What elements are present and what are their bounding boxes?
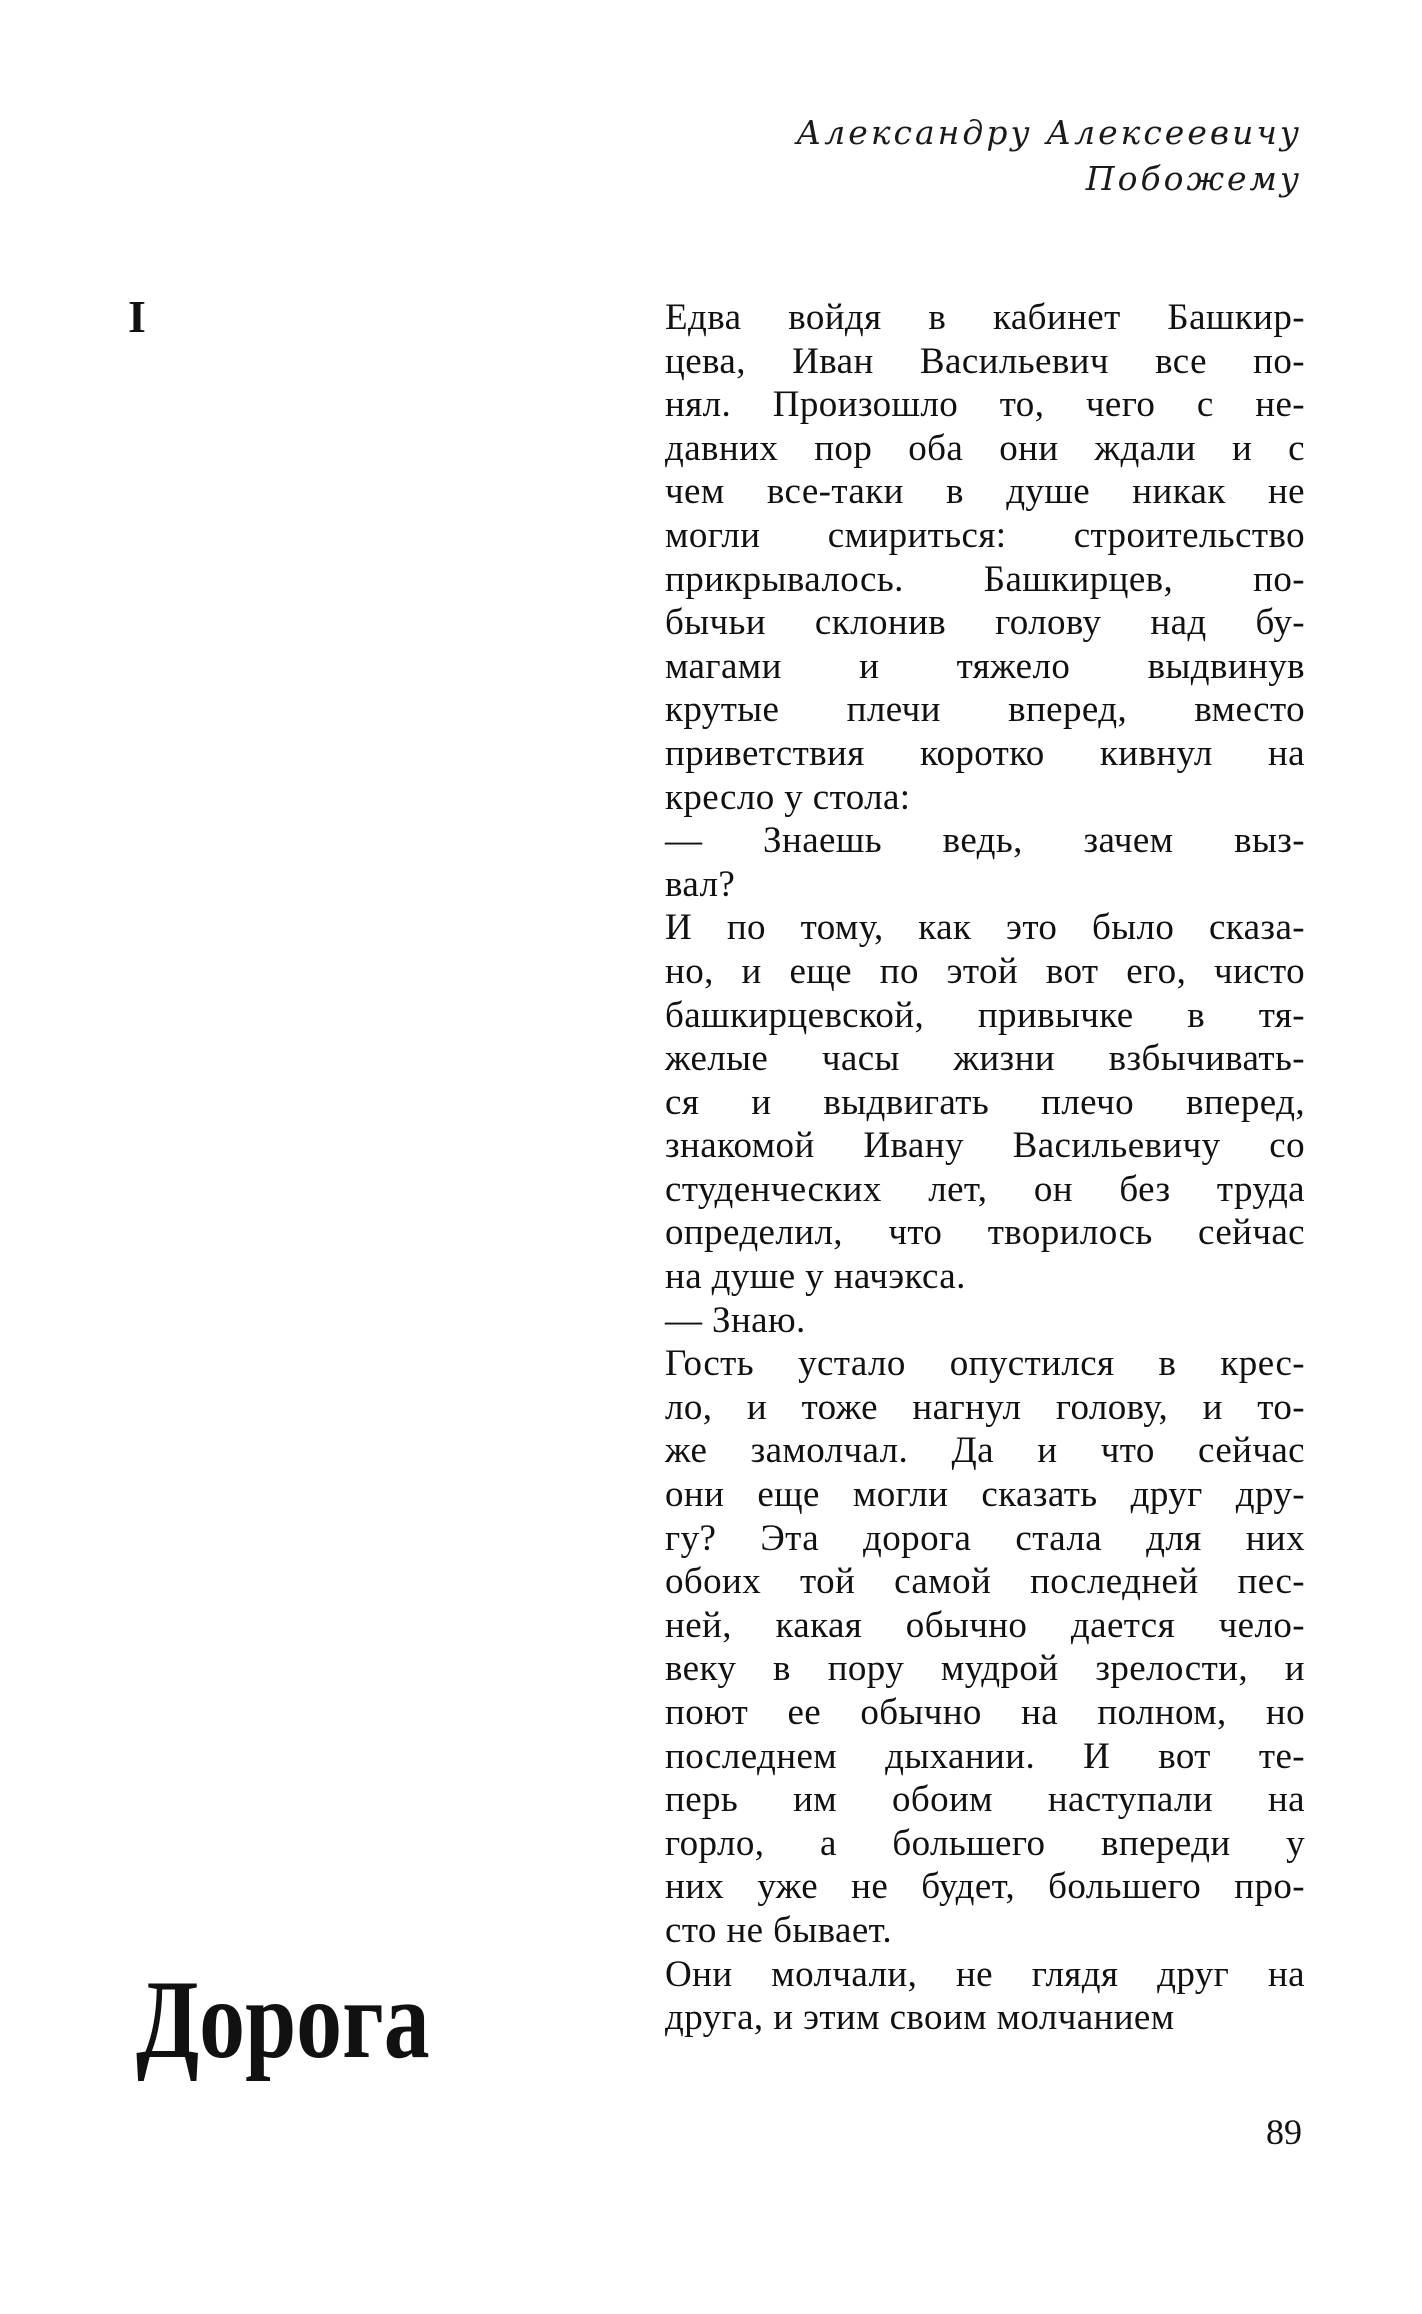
text-line: башкирцевской, привычке в тя-	[665, 994, 1305, 1036]
text-line: последнем дыхании. И вот те-	[665, 1735, 1305, 1777]
text-line: Едва войдя в кабинет Башкир-	[665, 297, 1305, 338]
text-line: — Знаю.	[665, 1299, 806, 1341]
text-line: сто не бывает.	[665, 1909, 893, 1951]
text-line: них уже не будет, большего про-	[665, 1866, 1305, 1908]
text-line: горло, а большего впереди у	[665, 1822, 1305, 1864]
body-text	[665, 296, 1305, 2040]
text-line: ло, и тоже нагнул голову, и то-	[665, 1386, 1305, 1428]
text-line: Гость устало опустился в крес-	[665, 1343, 1305, 1385]
text-line: нял. Произошло то, чего с не-	[665, 384, 1305, 426]
text-line: ся и выдвигать плечо вперед,	[665, 1081, 1305, 1123]
text-line: знакомой Ивану Васильевичу со	[665, 1125, 1305, 1167]
text-line: определил, что творилось сейчас	[665, 1212, 1305, 1254]
text-line: но, и еще по этой вот его, чисто	[665, 950, 1305, 992]
text-line: бычьи склонив голову над бу-	[665, 602, 1305, 644]
text-line: магами и тяжело выдвинув	[665, 645, 1305, 687]
story-title: Дорога	[136, 1958, 430, 2082]
text-line: студенческих лет, он без труда	[665, 1168, 1305, 1210]
dedication	[796, 110, 1302, 202]
text-line: перь им обоим наступали на	[665, 1779, 1305, 1821]
text-line: — Знаешь ведь, зачем выз-	[665, 820, 1305, 862]
text-line: прикрывалось. Башкирцев, по-	[665, 558, 1305, 600]
text-line: кресло у стола:	[665, 776, 911, 818]
chapter-number: I	[128, 291, 146, 342]
text-line: приветствия коротко кивнул на	[665, 732, 1305, 774]
text-line: на душе у начэкса.	[665, 1256, 966, 1298]
text-line: давних пор оба они ждали и с	[665, 427, 1305, 469]
page-number: 89	[1266, 2112, 1302, 2152]
text-line: цева, Иван Васильевич все по-	[665, 340, 1305, 382]
text-line: желые часы жизни взбычивать-	[665, 1038, 1305, 1080]
text-line: вал?	[665, 863, 736, 905]
text-line: веку в пору мудрой зрелости, и	[665, 1648, 1305, 1690]
text-line: поют ее обычно на полном, но	[665, 1692, 1305, 1733]
text-line: друга, и этим своим молчанием	[665, 1997, 1175, 2039]
text-line: гу? Эта дорога стала для них	[665, 1517, 1305, 1559]
text-line: могли смириться: строительство	[665, 514, 1305, 556]
dedication-line-1: Александру Алексеевичу	[796, 113, 1302, 152]
dedication-line-2: Побожему	[1085, 159, 1302, 198]
text-line: ней, какая обычно дается чело-	[665, 1604, 1305, 1646]
text-line: Они молчали, не глядя друг на	[665, 1953, 1305, 1995]
text-line: они еще могли сказать друг дру-	[665, 1474, 1305, 1516]
text-line: крутые плечи вперед, вместо	[665, 689, 1305, 731]
text-line: И по тому, как это было сказа-	[665, 907, 1305, 949]
text-line: же замолчал. Да и что сейчас	[665, 1430, 1305, 1472]
text-line: чем все-таки в душе никак не	[665, 471, 1305, 513]
text-line: обоих той самой последней пес-	[665, 1561, 1305, 1603]
